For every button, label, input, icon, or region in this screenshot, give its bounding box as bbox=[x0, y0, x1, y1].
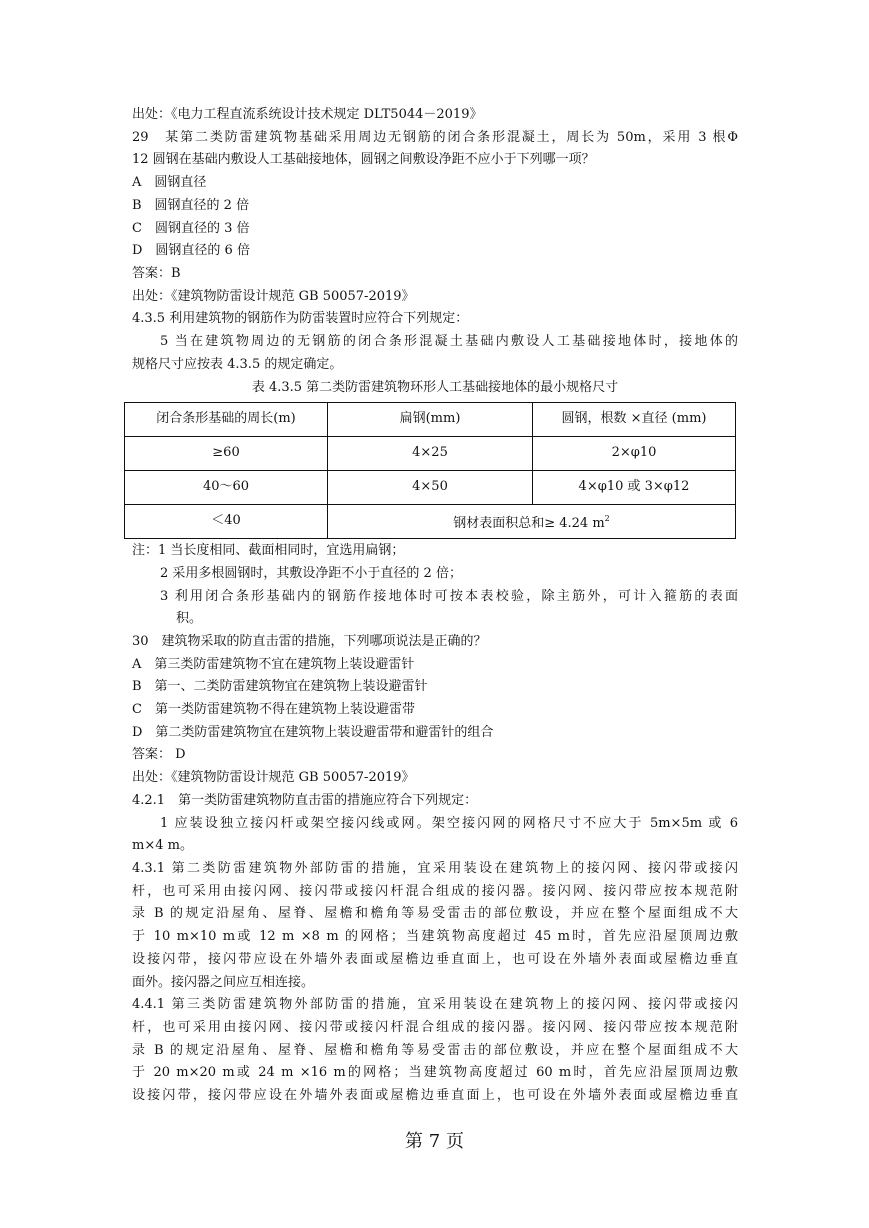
text-line: 出处：《电力工程直流系统设计技术规定 DLT5044－2019》 bbox=[132, 107, 483, 122]
note-1: 注：1 当长度相同、截面相同时，宜选用扁钢； bbox=[132, 543, 405, 559]
option-a: A 第三类防雷建筑物不宜在建筑物上装设避雷针 bbox=[132, 656, 415, 672]
table-cell: 4×50 bbox=[328, 471, 533, 505]
clause-441-line: 于 20 m×20 m或 24 m ×16 m的网格；当建筑物高度超过 60 m时，首先应沿屋顶周边敷 bbox=[132, 1065, 738, 1081]
clause-435-para-1: 5 当在建筑物周边的无钢筋的闭合条形混凝土基础内敷设人工基础接地体时，接地体的 bbox=[160, 334, 738, 350]
question-30: 30 建筑物采取的防直击雷的措施，下列哪项说法是正确的？ bbox=[132, 633, 487, 649]
table-cell: 4×25 bbox=[328, 437, 533, 471]
clause-421-para-2: m×4 m。 bbox=[132, 838, 193, 854]
option-c: C 第一类防雷建筑物不得在建筑物上装设避雷带 bbox=[132, 702, 415, 718]
clause-431-line: 4.3.1 第二类防雷建筑物外部防雷的措施，宜采用装设在建筑物上的接闪网、接闪带或接闪 bbox=[132, 860, 738, 876]
table-row bbox=[125, 471, 736, 505]
table-header-cell: 圆钢，根数 ×直径 (mm) bbox=[533, 403, 736, 437]
table-cell: ≥60 bbox=[125, 437, 328, 471]
table-row bbox=[125, 437, 736, 471]
clause-441-line: 录 B 的规定沿屋角、屋脊、屋檐和檐角等易受雷击的部位敷设，并应在整个屋面组成不大 bbox=[132, 1042, 738, 1058]
question-29-line-1: 29 某第二类防雷建筑物基础采用周边无钢筋的闭合条形混凝土，周长为 50m，采用 3 根Φ bbox=[132, 129, 738, 145]
table-cell: 4×φ10 或 3×φ12 bbox=[533, 471, 736, 505]
option-b: B 第一、二类防雷建筑物宜在建筑物上装设避雷针 bbox=[132, 679, 428, 695]
table-cell: ＜40 bbox=[125, 505, 328, 539]
clause-441-line: 4.4.1 第三类防雷建筑物外部防雷的措施，宜采用装设在建筑物上的接闪网、接闪带或接闪 bbox=[132, 997, 738, 1013]
clause-441-line: 杆，也可采用由接闪网、接闪带或接闪杆混合组成的接闪器。接闪网、接闪带应按本规范附 bbox=[132, 1019, 738, 1035]
superscript: 2 bbox=[604, 513, 610, 523]
clause-421: 4.2.1 第一类防雷建筑物防直击雷的措施应符合下列规定： bbox=[132, 792, 478, 808]
clause-431-line: 录 B 的规定沿屋角、屋脊、屋檐和檐角等易受雷击的部位敷设，并应在整个屋面组成不大 bbox=[132, 906, 738, 922]
option-c: C 圆钢直径的 3 倍 bbox=[132, 220, 250, 236]
spec-table bbox=[124, 402, 736, 539]
table-cell-merged bbox=[328, 505, 736, 539]
table-cell: 40～60 bbox=[125, 471, 328, 505]
table-header-cell: 闭合条形基础的周长(m) bbox=[125, 403, 328, 437]
document-body bbox=[132, 104, 738, 1108]
option-b: B 圆钢直径的 2 倍 bbox=[132, 197, 250, 213]
option-a: A 圆钢直径 bbox=[132, 175, 207, 191]
clause-431-line: 设接闪带，接闪带应设在外墙外表面或屋檐边垂直面上，也可设在外墙外表面或屋檐边垂直 bbox=[132, 951, 738, 967]
page-number: 第 7 页 bbox=[405, 1131, 464, 1152]
clause-431-line: 面外。接闪器之间应互相连接。 bbox=[132, 974, 315, 990]
table-row bbox=[125, 505, 736, 539]
table-header-row bbox=[125, 403, 736, 437]
source: 出处：《建筑物防雷设计规范 GB 50057-2019》 bbox=[132, 770, 415, 786]
clause-431-line: 杆，也可采用由接闪网、接闪带或接闪杆混合组成的接闪器。接闪网、接闪带应按本规范附 bbox=[132, 883, 738, 899]
table-cell: 2×φ10 bbox=[533, 437, 736, 471]
option-d: D 第二类防雷建筑物宜在建筑物上装设避雷带和避雷针的组合 bbox=[132, 724, 494, 740]
clause-441-line: 设接闪带，接闪带应设在外墙外表面或屋檐边垂直面上，也可设在外墙外表面或屋檐边垂直 bbox=[132, 1088, 738, 1104]
merged-text: 钢材表面积总和≥ 4.24 m bbox=[453, 515, 605, 531]
note-2: 2 采用多根圆钢时，其敷设净距不小于直径的 2 倍； bbox=[160, 565, 462, 581]
note-3-line-1: 3 利用闭合条形基础内的钢筋作接地体时可按本表校验，除主筋外，可计入箍筋的表面 bbox=[160, 588, 738, 604]
table-caption: 表 4.3.5 第二类防雷建筑物环形人工基础接地体的最小规格尺寸 bbox=[251, 380, 619, 396]
source: 出处：《建筑物防雷设计规范 GB 50057-2019》 bbox=[132, 288, 415, 304]
answer: 答案：B bbox=[132, 265, 181, 281]
clause-421-para-1: 1 应装设独立接闪杆或架空接闪线或网。架空接闪网的网格尺寸不应大于 5m×5m 或 6 bbox=[160, 815, 738, 831]
clause-435: 4.3.5 利用建筑物的钢筋作为防雷装置时应符合下列规定： bbox=[132, 311, 469, 327]
answer: 答案： D bbox=[132, 747, 186, 763]
clause-435-para-2: 规格尺寸应按表 4.3.5 的规定确定。 bbox=[132, 356, 343, 372]
option-d: D 圆钢直径的 6 倍 bbox=[132, 243, 250, 259]
note-3-line-2: 积。 bbox=[176, 611, 203, 627]
question-29-line-2: 12 圆钢在基础内敷设人工基础接地体，圆钢之间敷设净距不应小于下列哪一项？ bbox=[132, 152, 595, 168]
table-header-cell: 扁钢(mm) bbox=[328, 403, 533, 437]
clause-431-line: 于 10 m×10 m或 12 m ×8 m 的网格；当建筑物高度超过 45 m时，首先应沿屋顶周边敷 bbox=[132, 929, 738, 945]
